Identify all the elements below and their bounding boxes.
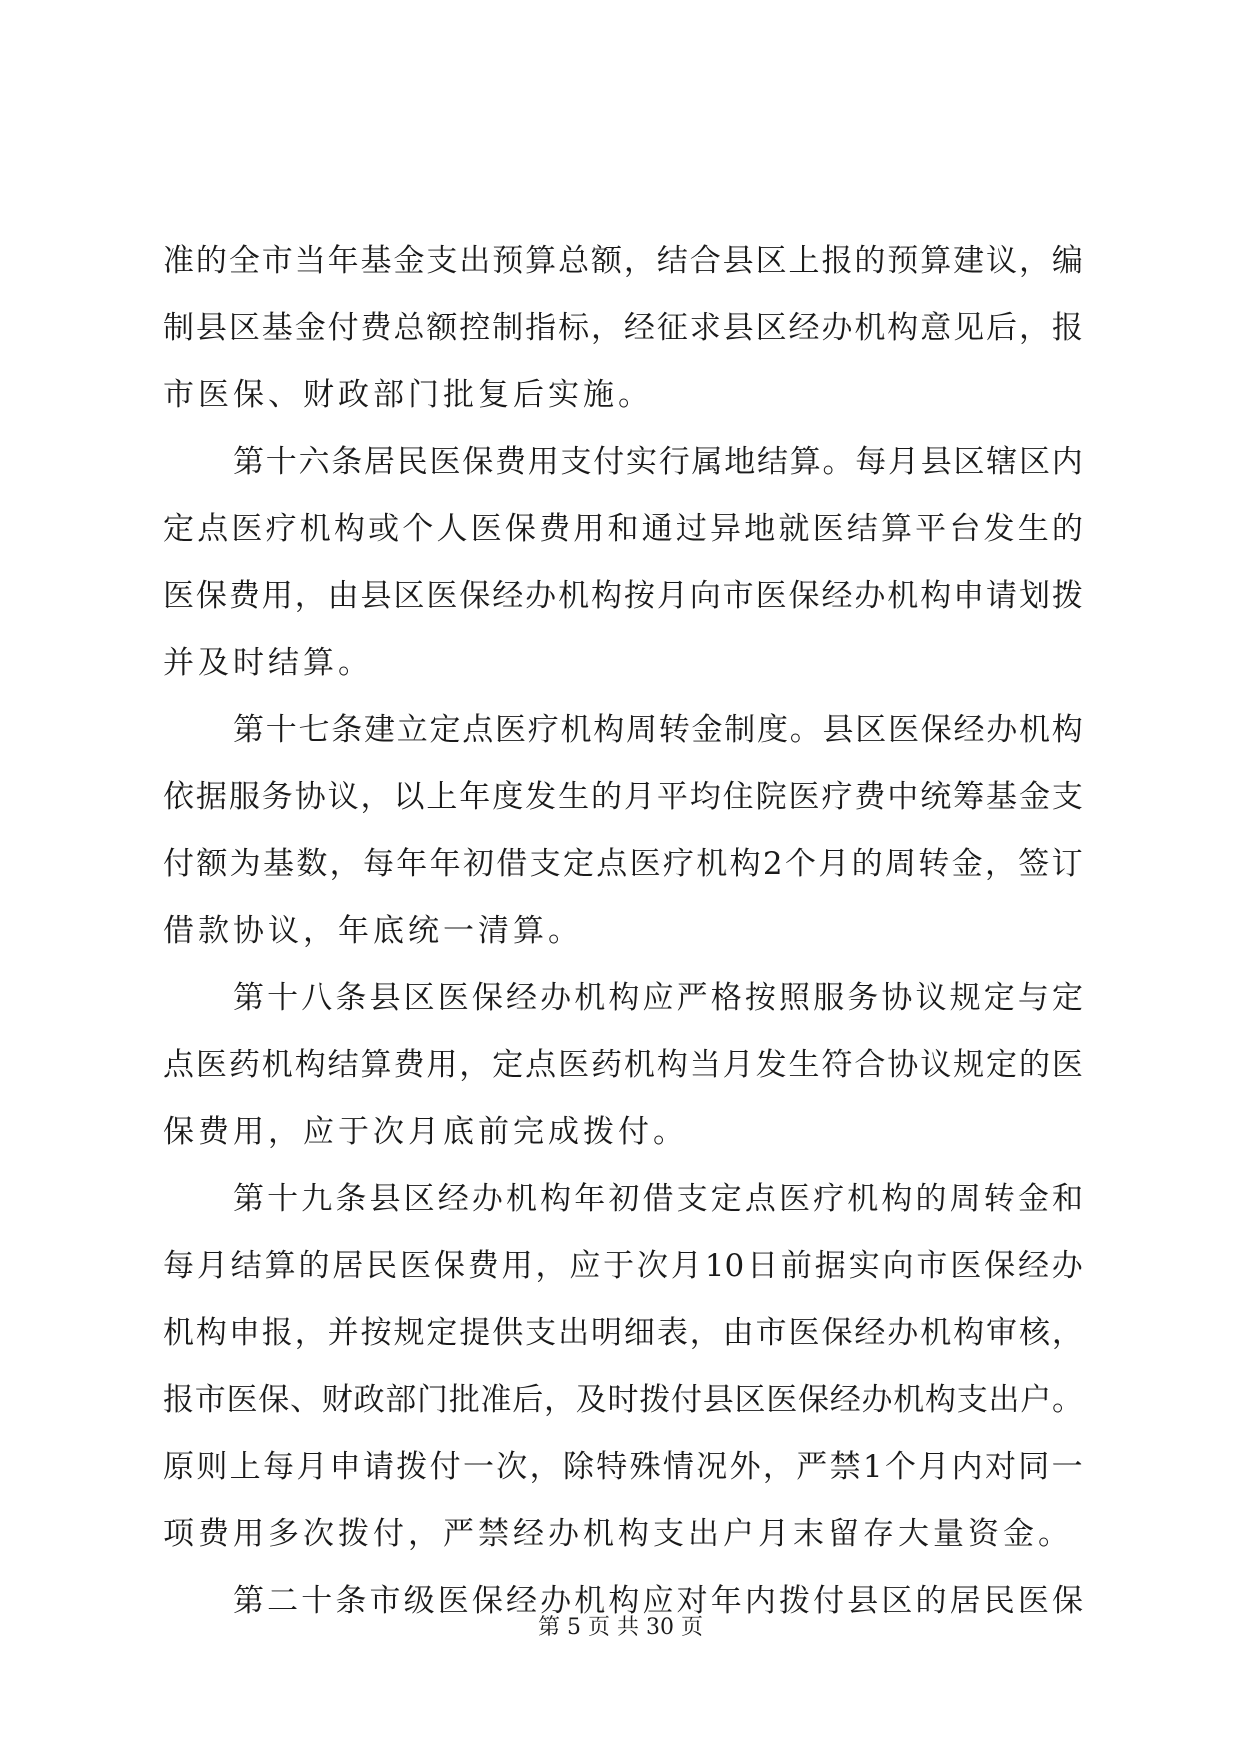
text-line: 机 构 申 报 ， 并 按 规 定 提 供 支 出 明 细 表 ， 由 市 医 保 经 办 机 构 审 核 ，	[163, 1315, 1083, 1351]
text-line: 市医保、财政部门批复后实施。	[163, 377, 653, 413]
text-line: 付 额 为 基 数 ， 每 年 年 初 借 支 定 点 医 疗 机 构 2 个 月 的 周 转 金 ， 签 订	[163, 846, 1083, 882]
page-footer: 第 5 页 共 30 页	[538, 1615, 703, 1640]
paragraph-first-line: 第 十 七 条 建 立 定 点 医 疗 机 构 周 转 金 制 度 。 县 区 医 保 经 办 机 构	[233, 712, 1083, 748]
paragraph-first-line: 第 十 九 条 县 区 经 办 机 构 年 初 借 支 定 点 医 疗 机 构 的 周 转 金 和	[233, 1181, 1083, 1217]
paragraph-first-line: 第 十 六 条 居 民 医 保 费 用 支 付 实 行 属 地 结 算 。 每 月 县 区 辖 区 内	[233, 444, 1083, 480]
text-line: 定 点 医 疗 机 构 或 个 人 医 保 费 用 和 通 过 异 地 就 医 结 算 平 台 发 生 的	[163, 511, 1083, 547]
paragraph-first-line: 第 十 八 条 县 区 医 保 经 办 机 构 应 严 格 按 照 服 务 协 议 规 定 与 定	[233, 980, 1083, 1016]
text-line: 准 的 全 市 当 年 基 金 支 出 预 算 总 额 ， 结 合 县 区 上 报 的 预 算 建 议 ， 编	[163, 243, 1083, 279]
text-line: 医 保 费 用 ， 由 县 区 医 保 经 办 机 构 按 月 向 市 医 保 经 办 机 构 申 请 划 拨	[163, 578, 1083, 614]
text-line: 依 据 服 务 协 议 ， 以 上 年 度 发 生 的 月 平 均 住 院 医 疗 费 中 统 筹 基 金 支	[163, 779, 1083, 815]
text-line: 原 则 上 每 月 申 请 拨 付 一 次 ， 除 特 殊 情 况 外 ， 严 禁 1 个 月 内 对 同 一	[163, 1449, 1083, 1485]
text-line: 每 月 结 算 的 居 民 医 保 费 用 ， 应 于 次 月 10 日 前 据 实 向 市 医 保 经 办	[163, 1248, 1083, 1284]
text-line: 点 医 药 机 构 结 算 费 用 ， 定 点 医 药 机 构 当 月 发 生 符 合 协 议 规 定 的 医	[163, 1047, 1083, 1083]
text-line: 项费用多次拨付，严禁经办机构支出户月末留存大量资金。	[163, 1516, 1073, 1552]
text-line: 并及时结算。	[163, 645, 373, 681]
text-line: 借款协议，年底统一清算。	[163, 913, 583, 949]
text-line: 报 市 医 保 、 财 政 部 门 批 准 后 ， 及 时 拨 付 县 区 医 保 经 办 机 构 支 出 户 。	[163, 1382, 1083, 1418]
document-body	[163, 228, 1083, 1635]
text-line: 制 县 区 基 金 付 费 总 额 控 制 指 标 ， 经 征 求 县 区 经 办 机 构 意 见 后 ， 报	[163, 310, 1083, 346]
text-line: 保费用，应于次月底前完成拨付。	[163, 1114, 688, 1150]
paragraph-first-line: 第 二 十 条 市 级 医 保 经 办 机 构 应 对 年 内 拨 付 县 区 的 居 民 医 保	[233, 1583, 1083, 1619]
